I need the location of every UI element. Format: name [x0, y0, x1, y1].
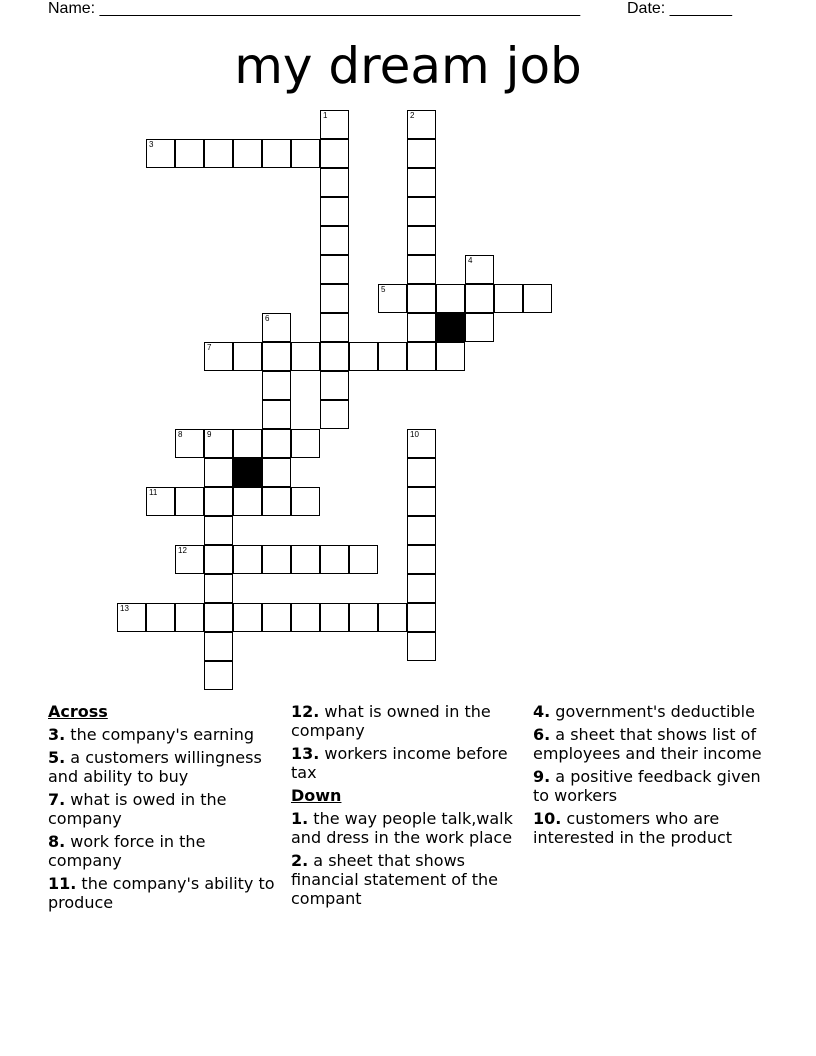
- clue-text: workers income before tax: [291, 744, 508, 782]
- clue-number: 13.: [291, 744, 320, 763]
- grid-cell[interactable]: [320, 313, 349, 342]
- grid-cell[interactable]: [204, 603, 233, 632]
- grid-cell[interactable]: [262, 313, 291, 342]
- grid-cell[interactable]: [407, 429, 436, 458]
- clue-text: government's deductible: [550, 702, 755, 721]
- grid-cell[interactable]: [204, 139, 233, 168]
- grid-cell[interactable]: [291, 545, 320, 574]
- grid-cell[interactable]: [436, 342, 465, 371]
- clue-text: customers who are interested in the product: [533, 809, 733, 847]
- grid-cell[interactable]: [407, 313, 436, 342]
- page-title: my dream job: [234, 37, 582, 95]
- grid-cell[interactable]: [407, 342, 436, 371]
- grid-cell[interactable]: [175, 429, 204, 458]
- clue-item: [533, 725, 773, 763]
- clues-column-2: [291, 702, 527, 912]
- grid-cell[interactable]: [407, 168, 436, 197]
- grid-cell[interactable]: [320, 139, 349, 168]
- cell-number: 5: [381, 285, 386, 294]
- grid-cell[interactable]: [262, 458, 291, 487]
- grid-cell[interactable]: [407, 632, 436, 661]
- across-clue-list-continued: [291, 702, 527, 782]
- clue-item: [291, 744, 527, 782]
- grid-cell[interactable]: [262, 545, 291, 574]
- grid-cell[interactable]: [407, 284, 436, 313]
- cell-number: 13: [120, 604, 129, 613]
- clue-item: [48, 725, 280, 744]
- down-clue-list: [291, 809, 527, 908]
- clue-text: a sheet that shows financial statement of the compant: [291, 851, 498, 908]
- clue-item: [291, 702, 527, 740]
- grid-cell[interactable]: [465, 255, 494, 284]
- cell-number: 3: [149, 140, 154, 149]
- clue-number: 2.: [291, 851, 309, 870]
- cell-number: 11: [149, 488, 158, 497]
- grid-cell[interactable]: [349, 603, 378, 632]
- clue-number: 8.: [48, 832, 66, 851]
- grid-cell[interactable]: [262, 139, 291, 168]
- grid-cell[interactable]: [233, 429, 262, 458]
- grid-cell[interactable]: [349, 342, 378, 371]
- across-heading: Across: [48, 702, 108, 721]
- grid-cell[interactable]: [262, 487, 291, 516]
- clue-item: [533, 809, 773, 847]
- grid-cell[interactable]: [349, 545, 378, 574]
- clue-number: 3.: [48, 725, 66, 744]
- grid-cell[interactable]: [320, 371, 349, 400]
- grid-cell[interactable]: [175, 139, 204, 168]
- grid-cell[interactable]: [407, 255, 436, 284]
- grid-cell[interactable]: [204, 487, 233, 516]
- grid-cell[interactable]: [407, 545, 436, 574]
- grid-cell[interactable]: [204, 458, 233, 487]
- clue-number: 6.: [533, 725, 551, 744]
- clues-column-3: [533, 702, 773, 851]
- grid-cell[interactable]: [436, 284, 465, 313]
- grid-cell[interactable]: [204, 661, 233, 690]
- grid-cell[interactable]: [320, 400, 349, 429]
- clue-text: what is owed in the company: [48, 790, 227, 828]
- grid-cell[interactable]: [175, 545, 204, 574]
- clue-number: 1.: [291, 809, 309, 828]
- grid-cell[interactable]: [378, 342, 407, 371]
- black-cell: [436, 313, 465, 342]
- grid-cell[interactable]: [204, 632, 233, 661]
- grid-cell[interactable]: [407, 139, 436, 168]
- clue-item: [48, 832, 280, 870]
- grid-cell[interactable]: [465, 284, 494, 313]
- cell-number: 7: [207, 343, 212, 352]
- grid-cell[interactable]: [117, 603, 146, 632]
- clues-column-1: [48, 702, 280, 916]
- grid-cell[interactable]: [291, 603, 320, 632]
- grid-cell[interactable]: [262, 371, 291, 400]
- date-field-label: Date: _______: [627, 0, 732, 17]
- down-clue-list-continued: [533, 702, 773, 847]
- grid-cell[interactable]: [523, 284, 552, 313]
- grid-cell[interactable]: [204, 516, 233, 545]
- name-field-label: Name: ______________________________________________________: [48, 0, 581, 17]
- grid-cell[interactable]: [407, 226, 436, 255]
- grid-cell[interactable]: [233, 603, 262, 632]
- grid-cell[interactable]: [291, 487, 320, 516]
- clue-text: the company's ability to produce: [48, 874, 275, 912]
- grid-cell[interactable]: [465, 313, 494, 342]
- grid-cell[interactable]: [204, 545, 233, 574]
- grid-cell[interactable]: [407, 574, 436, 603]
- grid-cell[interactable]: [262, 603, 291, 632]
- grid-cell[interactable]: [204, 342, 233, 371]
- clue-item: [48, 790, 280, 828]
- cell-number: 9: [207, 430, 212, 439]
- grid-cell[interactable]: [233, 545, 262, 574]
- clue-number: 7.: [48, 790, 66, 809]
- across-clue-list: [48, 725, 280, 912]
- cell-number: 10: [410, 430, 419, 439]
- grid-cell[interactable]: [407, 516, 436, 545]
- grid-cell[interactable]: [407, 197, 436, 226]
- cell-number: 6: [265, 314, 270, 323]
- clue-number: 10.: [533, 809, 562, 828]
- clue-text: a customers willingness and ability to buy: [48, 748, 262, 786]
- grid-cell[interactable]: [204, 429, 233, 458]
- clue-number: 11.: [48, 874, 77, 893]
- grid-cell[interactable]: [291, 342, 320, 371]
- grid-cell[interactable]: [175, 487, 204, 516]
- black-cell: [233, 458, 262, 487]
- grid-cell[interactable]: [146, 487, 175, 516]
- grid-cell[interactable]: [146, 139, 175, 168]
- down-heading: Down: [291, 786, 342, 805]
- grid-cell[interactable]: [320, 284, 349, 313]
- clue-text: what is owned in the company: [291, 702, 491, 740]
- grid-cell[interactable]: [407, 603, 436, 632]
- clue-text: the way people talk,walk and dress in the work place: [291, 809, 513, 847]
- grid-cell[interactable]: [407, 487, 436, 516]
- grid-cell[interactable]: [233, 342, 262, 371]
- grid-cell[interactable]: [291, 139, 320, 168]
- clue-text: the company's earning: [65, 725, 255, 744]
- grid-cell[interactable]: [378, 284, 407, 313]
- clue-number: 9.: [533, 767, 551, 786]
- clue-item: [48, 748, 280, 786]
- grid-cell[interactable]: [262, 429, 291, 458]
- grid-cell[interactable]: [407, 110, 436, 139]
- clue-item: [533, 767, 773, 805]
- grid-cell[interactable]: [320, 603, 349, 632]
- grid-cell[interactable]: [378, 603, 407, 632]
- grid-cell[interactable]: [262, 342, 291, 371]
- clue-number: 12.: [291, 702, 320, 721]
- grid-cell[interactable]: [233, 487, 262, 516]
- clue-item: [291, 809, 527, 847]
- cell-number: 4: [468, 256, 473, 265]
- grid-cell[interactable]: [320, 110, 349, 139]
- grid-cell[interactable]: [146, 603, 175, 632]
- clue-text: a positive feedback given to workers: [533, 767, 761, 805]
- clue-item: [291, 851, 527, 908]
- grid-cell[interactable]: [320, 545, 349, 574]
- cell-number: 2: [410, 111, 415, 120]
- grid-cell[interactable]: [175, 603, 204, 632]
- clue-number: 5.: [48, 748, 66, 767]
- clue-text: a sheet that shows list of employees and their income: [533, 725, 762, 763]
- clue-item: [48, 874, 280, 912]
- clue-text: work force in the company: [48, 832, 206, 870]
- grid-cell[interactable]: [494, 284, 523, 313]
- grid-cell[interactable]: [320, 342, 349, 371]
- cell-number: 1: [323, 111, 328, 120]
- clue-number: 4.: [533, 702, 551, 721]
- grid-cell[interactable]: [320, 255, 349, 284]
- grid-cell[interactable]: [262, 400, 291, 429]
- cell-number: 12: [178, 546, 187, 555]
- grid-cell[interactable]: [320, 226, 349, 255]
- cell-number: 8: [178, 430, 183, 439]
- grid-cell[interactable]: [320, 197, 349, 226]
- grid-cell[interactable]: [233, 139, 262, 168]
- clue-item: [533, 702, 773, 721]
- grid-cell[interactable]: [320, 168, 349, 197]
- grid-cell[interactable]: [407, 458, 436, 487]
- grid-cell[interactable]: [291, 429, 320, 458]
- grid-cell[interactable]: [204, 574, 233, 603]
